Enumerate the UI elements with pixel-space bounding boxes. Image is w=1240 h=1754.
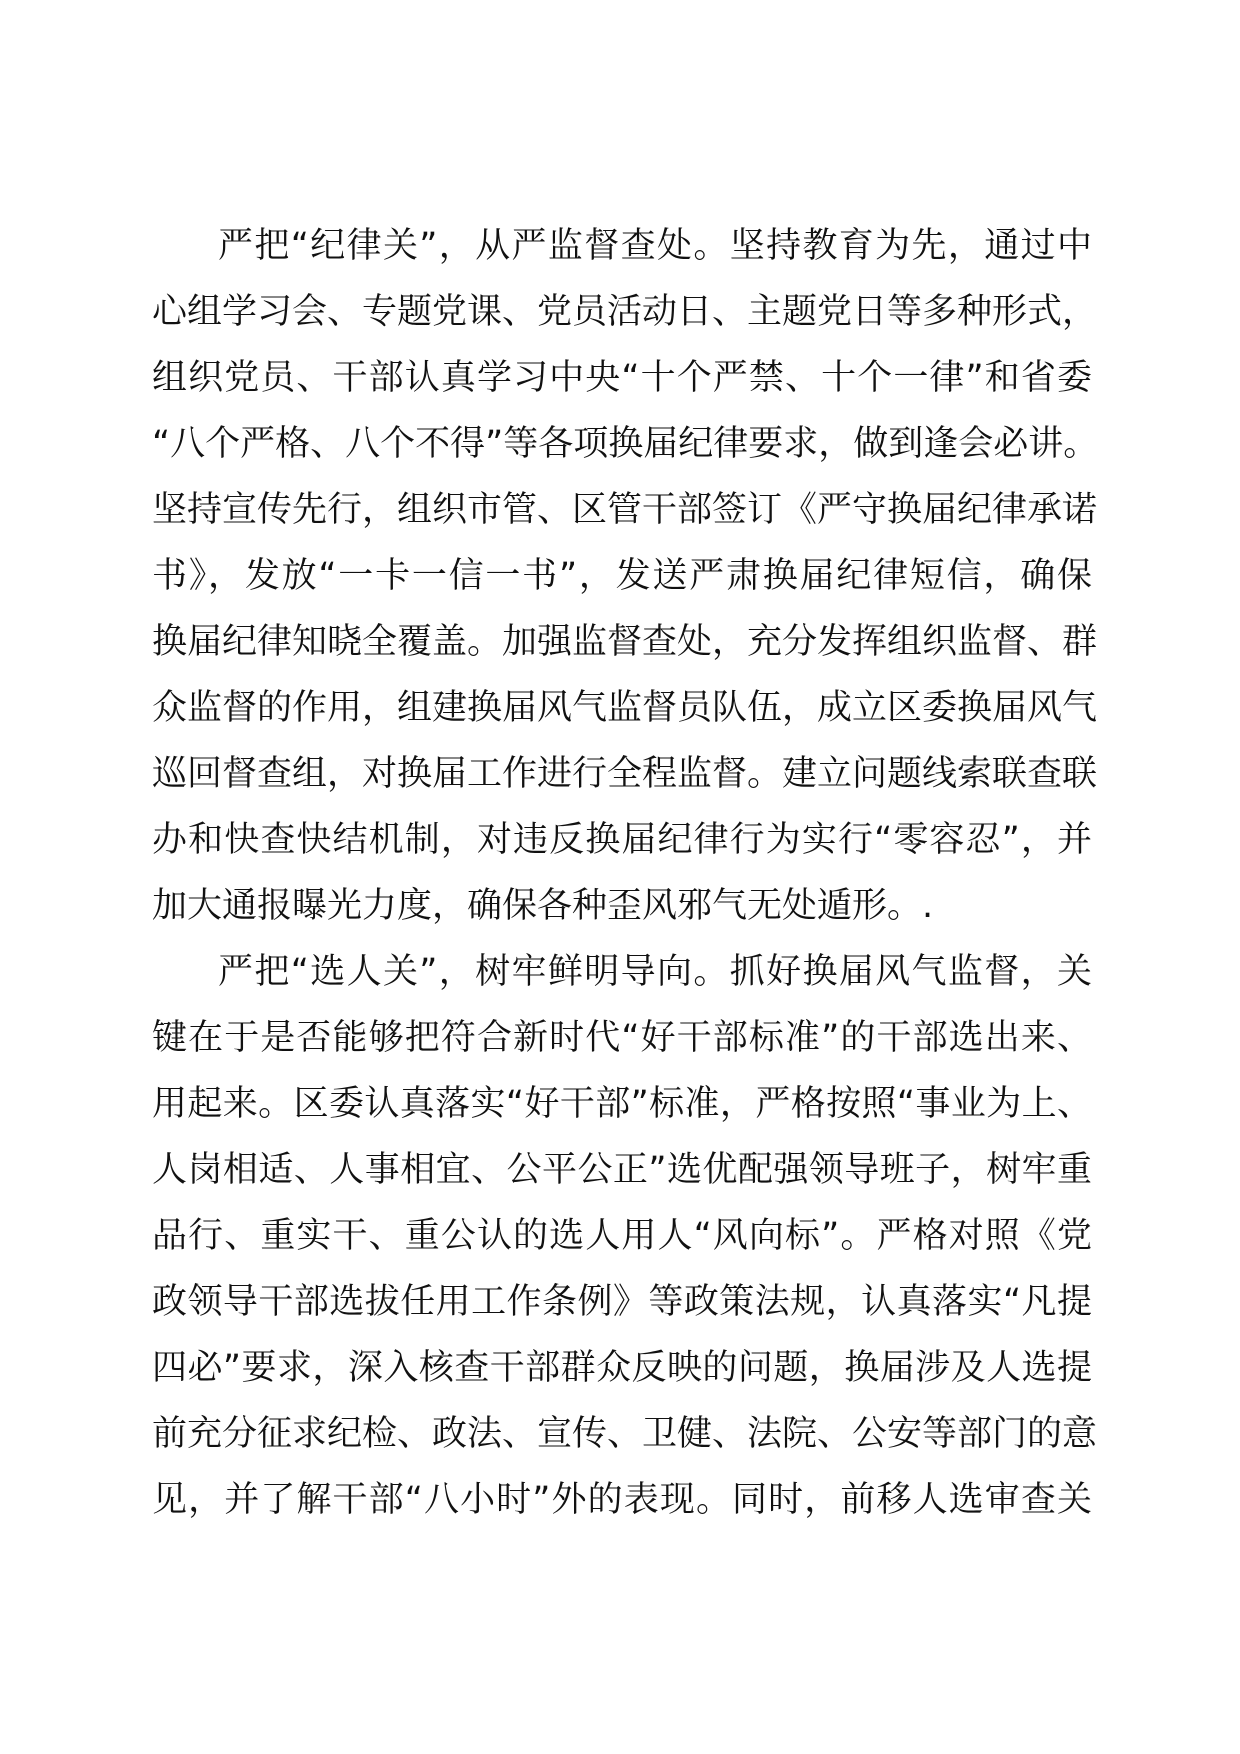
- text-line: 前充分征求纪检、政法、宣传、卫健、法院、公安等部门的意: [152, 1414, 1098, 1454]
- text-line: 坚持宣传先行，组织市管、区管干部签订《严守换届纪律承诺: [152, 490, 1098, 530]
- paragraph-selection: [152, 939, 1098, 1533]
- text-line: 键在于是否能够把符合新时代“好干部标准”的干部选出来、: [152, 1018, 1092, 1058]
- text-line: 心组学习会、专题党课、党员活动日、主题党日等多种形式，: [152, 292, 1098, 332]
- text-line: 众监督的作用，组建换届风气监督员队伍，成立区委换届风气: [152, 688, 1098, 728]
- text-line: 组织党员、干部认真学习中央“十个严禁、十个一律”和省委: [152, 358, 1092, 398]
- document-body: [152, 213, 1099, 1533]
- text-line: 人岗相适、人事相宜、公平公正”选优配强领导班子，树牢重: [152, 1150, 1092, 1190]
- text-line: 严把“纪律关”，从严监督查处。坚持教育为先，通过中: [218, 226, 1092, 266]
- text-line: 四必”要求，深入核查干部群众反映的问题，换届涉及人选提: [152, 1348, 1092, 1388]
- text-line: 品行、重实干、重公认的选人用人“风向标”。严格对照《党: [152, 1216, 1092, 1256]
- text-line: “八个严格、八个不得”等各项换届纪律要求，做到逢会必讲。: [152, 424, 1099, 464]
- paragraph-discipline: [152, 213, 1099, 939]
- text-line: 换届纪律知晓全覆盖。加强监督查处，充分发挥组织监督、群: [152, 622, 1098, 662]
- text-line: 书》，发放“一卡一信一书”，发送严肃换届纪律短信，确保: [152, 556, 1092, 596]
- text-line: 巡回督查组，对换届工作进行全程监督。建立问题线索联查联: [152, 754, 1098, 794]
- text-line: 政领导干部选拔任用工作条例》等政策法规，认真落实“凡提: [152, 1282, 1092, 1322]
- text-line: 严把“选人关”，树牢鲜明导向。抓好换届风气监督，关: [218, 952, 1092, 992]
- text-line: 见，并了解干部“八小时”外的表现。同时，前移人选审查关: [152, 1480, 1092, 1520]
- text-line-last: 加大通报曝光力度，确保各种歪风邪气无处遁形。.: [152, 886, 934, 926]
- text-line: 办和快查快结机制，对违反换届纪律行为实行“零容忍”，并: [152, 820, 1092, 860]
- text-line: 用起来。区委认真落实“好干部”标准，严格按照“事业为上、: [152, 1084, 1092, 1124]
